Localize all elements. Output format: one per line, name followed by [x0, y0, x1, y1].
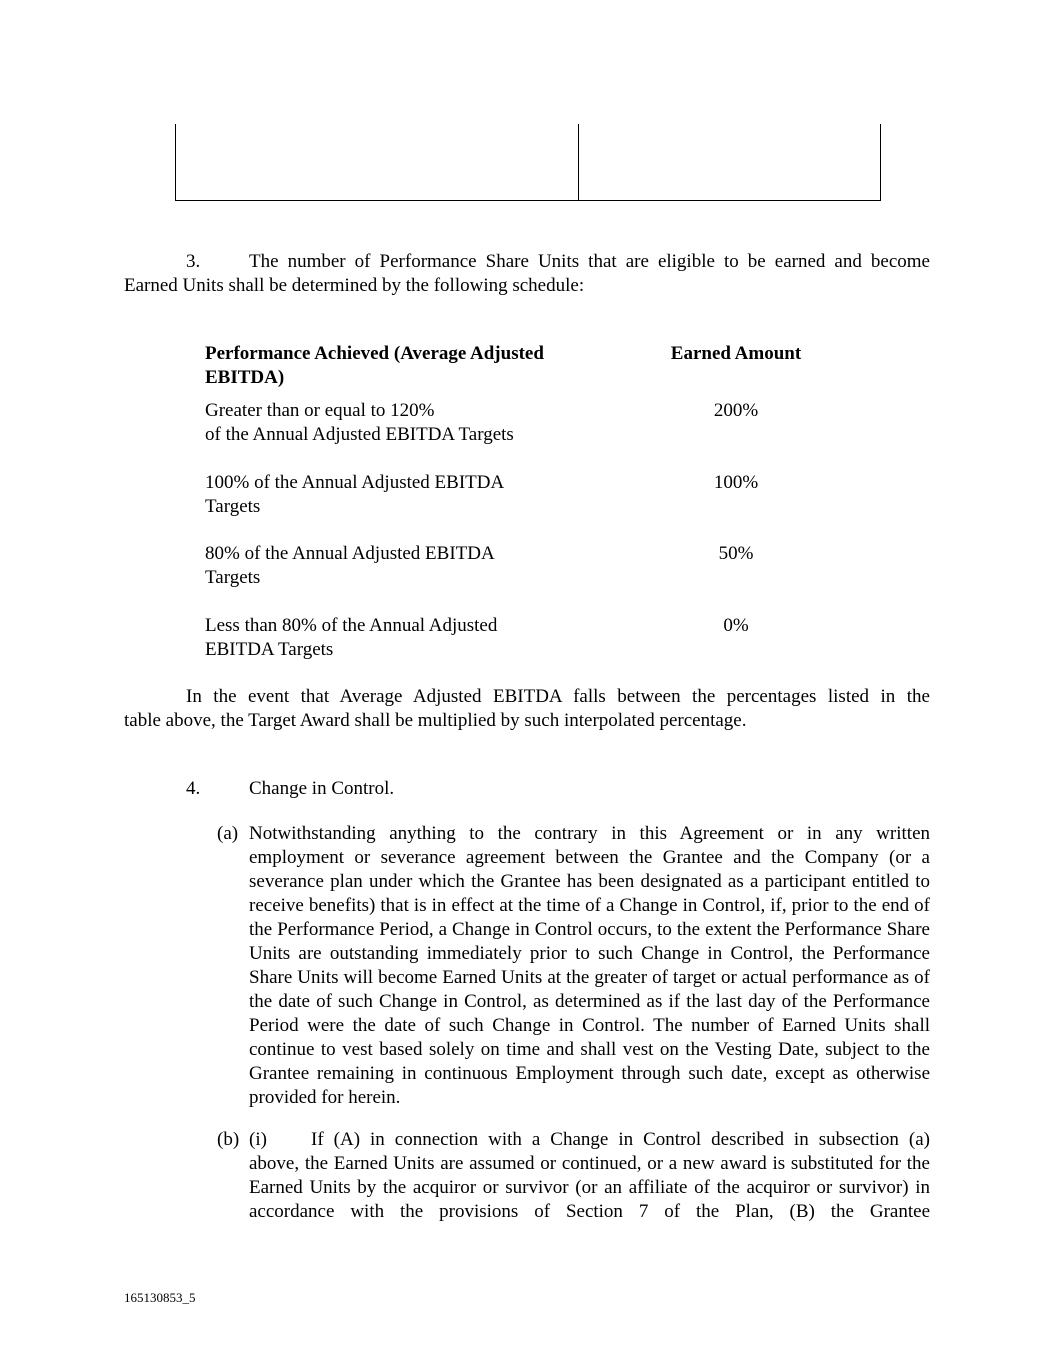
- schedule-header-earned: Earned Amount: [670, 343, 802, 364]
- schedule-amount: 200%: [713, 400, 759, 421]
- schedule-row: Greater than or equal to 120% of the Annual Adjusted EBITDA Targets: [205, 400, 514, 445]
- section-3-first-line: The number of Performance Share Units that are eligible to be earned and become: [249, 251, 930, 272]
- subsection-a-label: (a): [217, 823, 239, 844]
- subsection-b-first-line: If (A) in connection with a Change in Control described in subsection (a): [311, 1129, 930, 1150]
- interpolation-first-line: In the event that Average Adjusted EBITDA falls between the percentages listed in the: [186, 686, 930, 707]
- table-border-bottom: [175, 200, 881, 201]
- section-3-rest: Earned Units shall be determined by the following schedule:: [124, 275, 585, 296]
- schedule-row: 100% of the Annual Adjusted EBITDA Targets: [205, 472, 505, 517]
- table-border-right: [880, 124, 881, 201]
- schedule-row: 80% of the Annual Adjusted EBITDA Targets: [205, 543, 495, 588]
- subsection-b-i-label: (i): [249, 1129, 267, 1150]
- schedule-amount: 50%: [718, 543, 754, 564]
- table-border-left: [175, 124, 176, 201]
- table-border-middle: [578, 124, 579, 201]
- schedule-row: Less than 80% of the Annual Adjusted EBITDA Targets: [205, 615, 498, 660]
- subsection-b-label: (b): [217, 1129, 240, 1150]
- schedule-amount: 0%: [723, 615, 749, 636]
- subsection-a-text: Notwithstanding anything to the contrary in this Agreement or in any written employment or severance agreement between the Grantee and the Company (or a severance plan under which the Grantee has been designated as a participant entitled to receive benefits) that is in effect at the time of a Change in Control, if, prior to the end of the Performance Period, a Change in Control occurs, to the extent the Performance Share Units are outstanding immediately prior to such Change in Control, the Performance Share Units will become Earned Units at the greater of target or actual performance as of the date of such Change in Control, as determined as if the last day of the Performance Period were the date of such Change in Control. The number of Earned Units shall continue to vest based solely on time and shall vest on the Vesting Date, subject to the Grantee remaining in continuous Employment through such date, except as otherwise provided for herein.: [249, 823, 930, 1108]
- section-3-number: 3.: [186, 251, 201, 272]
- interpolation-rest: table above, the Target Award shall be multiplied by such interpolated percentage.: [124, 710, 747, 731]
- schedule-header-performance: Performance Achieved (Average Adjusted EBITDA): [205, 343, 544, 388]
- section-4-title: Change in Control.: [249, 778, 395, 799]
- document-id: 165130853_5: [124, 1290, 196, 1305]
- section-4-number: 4.: [186, 778, 201, 799]
- schedule-amount: 100%: [713, 472, 759, 493]
- subsection-b-rest: above, the Earned Units are assumed or continued, or a new award is substituted for the Earned Units by the acquiror or survivor (or an affiliate of the acquiror or survivor) in accordance with the provisions of Section 7 of the Plan, (B) the Grantee: [249, 1153, 930, 1222]
